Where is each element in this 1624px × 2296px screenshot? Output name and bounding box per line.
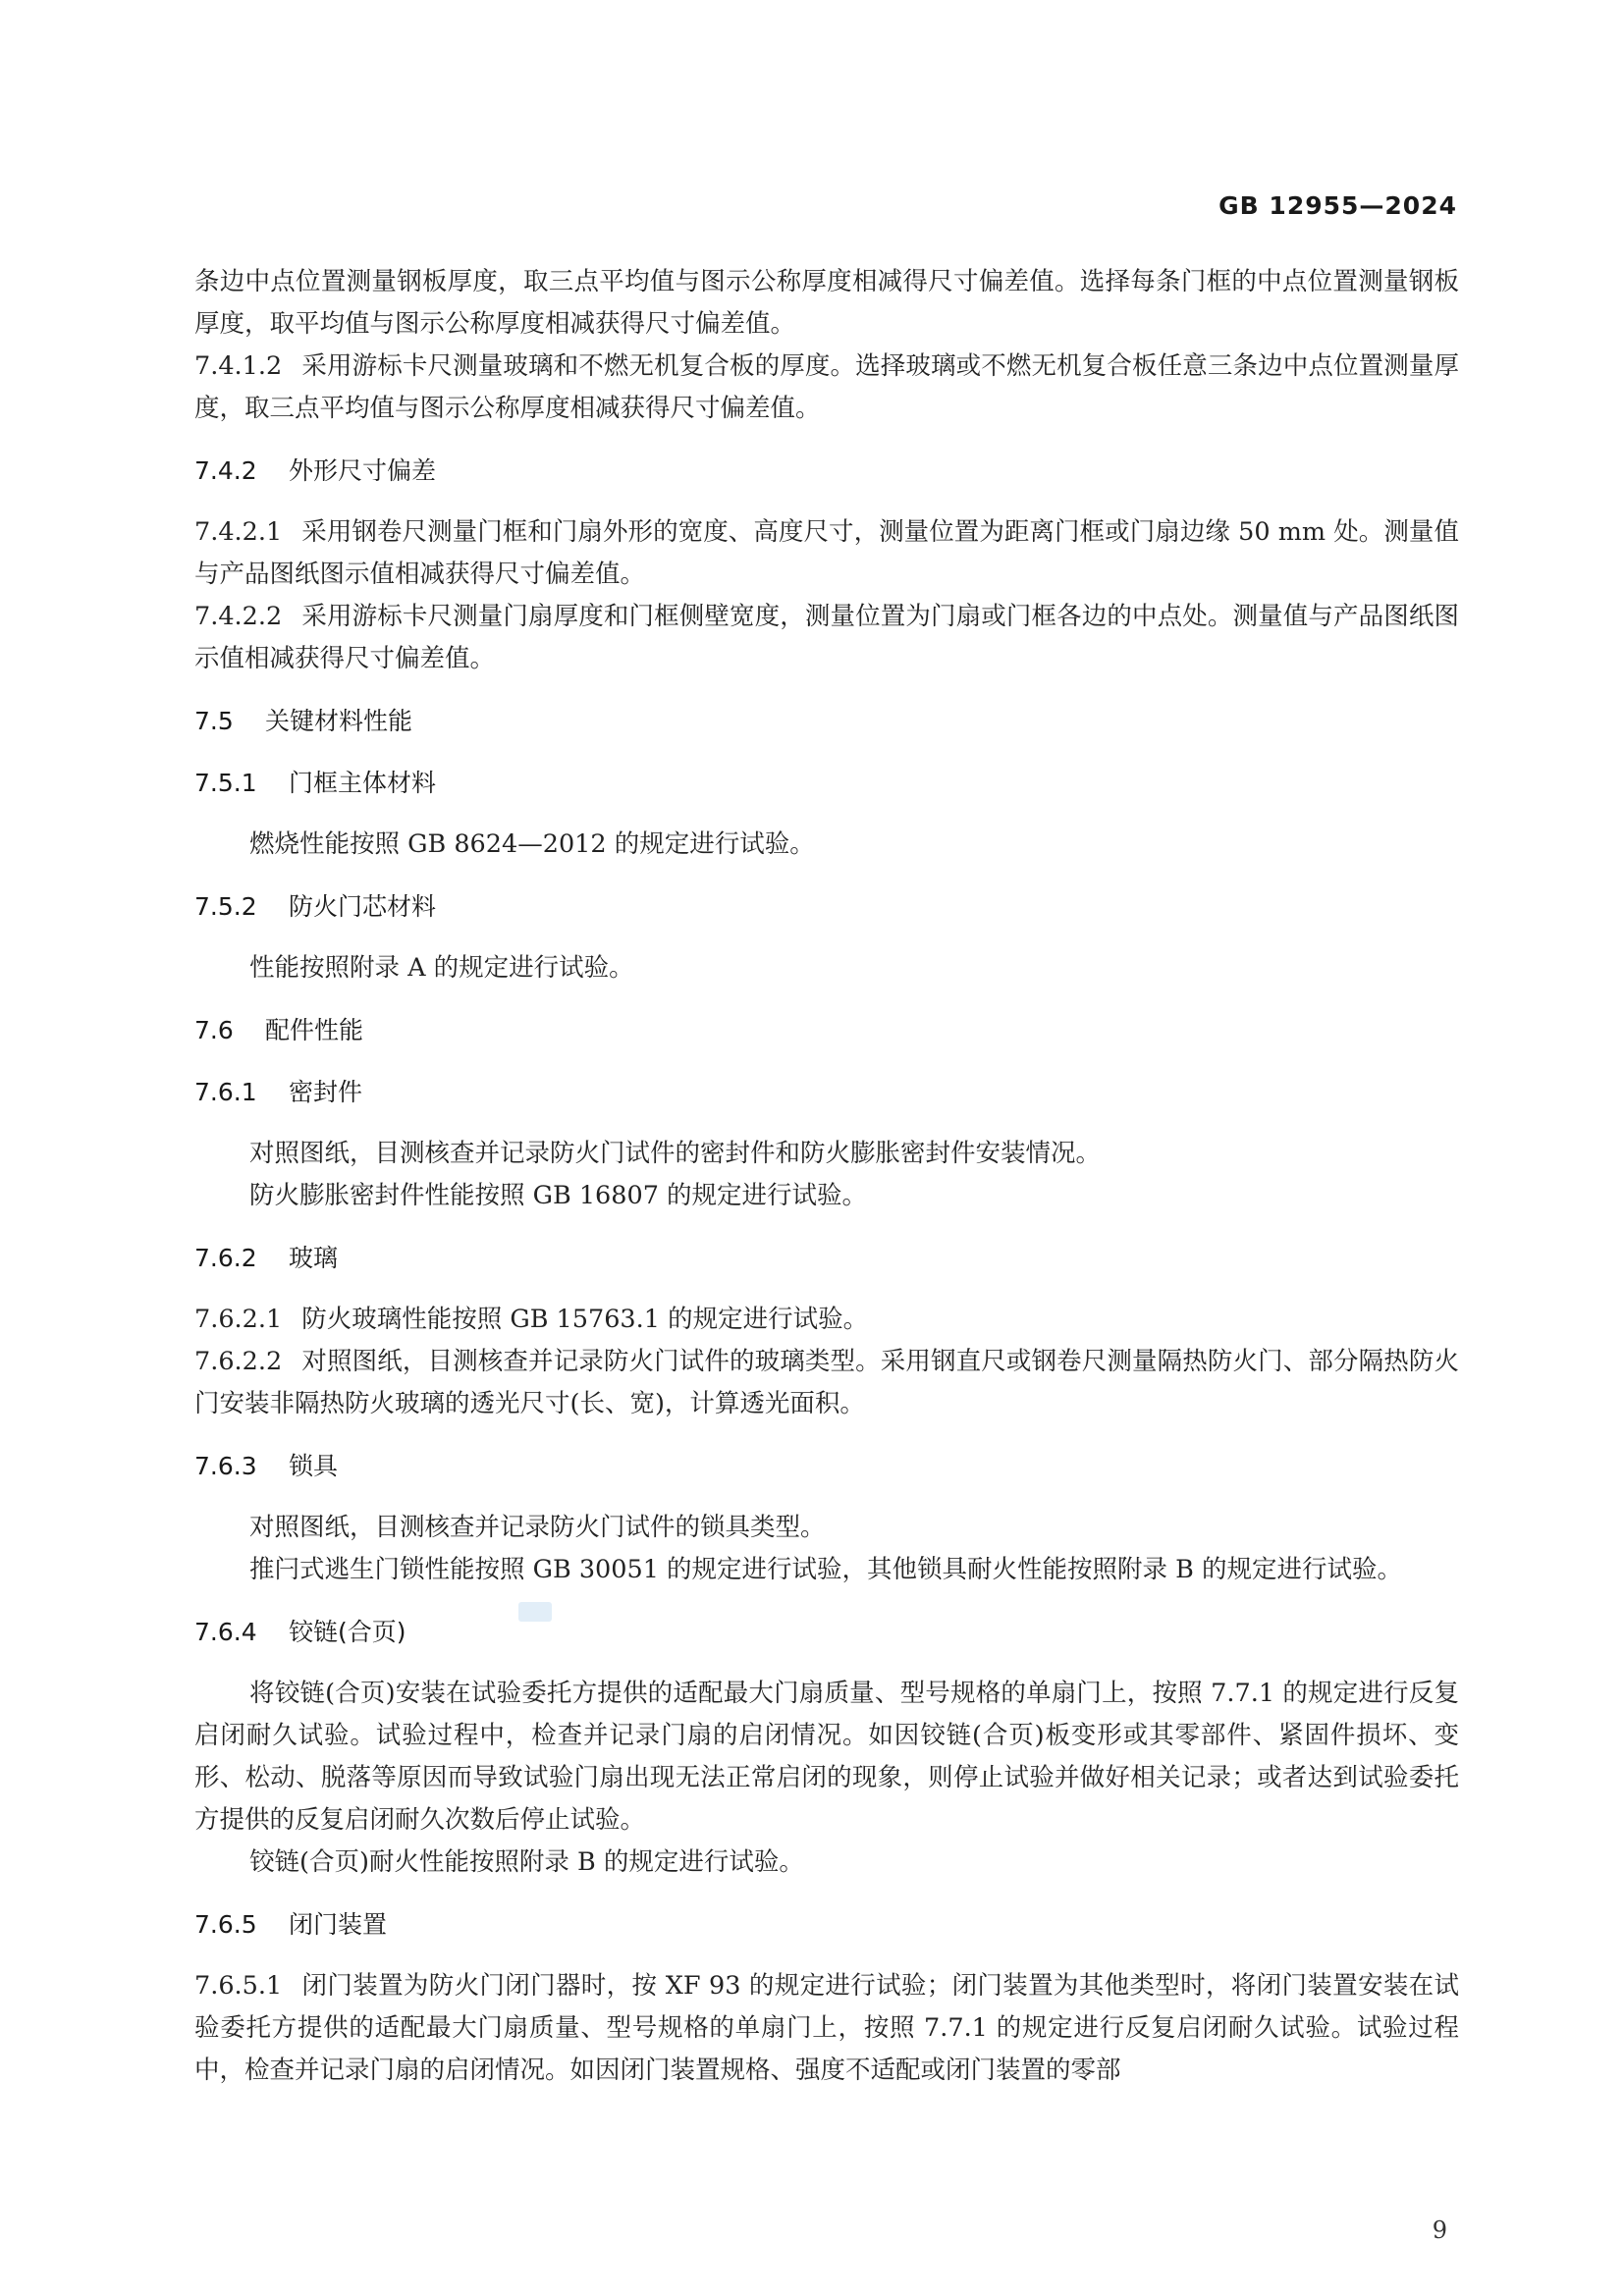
heading-7-5-2 — [194, 885, 1459, 928]
paragraph: 对照图纸，目测核查并记录防火门试件的锁具类型。 — [249, 1513, 826, 1542]
heading-title: 玻璃 — [289, 1244, 339, 1272]
clause-number: 7.6.5.1 — [194, 1971, 283, 2001]
clause-7-6-2-1 — [194, 1299, 1459, 1341]
heading-7-4-2 — [194, 450, 1459, 492]
heading-number: 7.6 — [194, 1016, 234, 1044]
clause-7-4-2-2 — [194, 596, 1459, 680]
paragraph: 对照图纸，目测核查并记录防火门试件的密封件和防火膨胀密封件安装情况。 — [249, 1139, 1102, 1168]
clause-number: 7.6.2.1 — [194, 1305, 283, 1334]
clause-text: 闭门装置为防火门闭门器时，按 XF 93 的规定进行试验；闭门装置为其他类型时，将闭门装置安装在试验委托方提供的适配最大门扇质量、型号规格的单扇门上，按照 7.7.1 的规定进行反复启闭耐久试验。试验过程中，检查并记录门扇的启闭情况。如因闭门装置规格、强度不适配或闭门装置的零部 — [194, 1971, 1459, 2085]
standard-code-header: GB 12955—2024 — [1218, 191, 1457, 220]
heading-7-6 — [194, 1009, 1459, 1051]
clause-7-6-5-1 — [194, 1965, 1459, 2092]
heading-number: 7.6.3 — [194, 1452, 257, 1480]
clause-7-4-1-2 — [194, 346, 1459, 430]
heading-number: 7.6.2 — [194, 1244, 257, 1272]
clause-number: 7.4.2.2 — [194, 602, 283, 631]
clause-text: 防火玻璃性能按照 GB 15763.1 的规定进行试验。 — [301, 1305, 869, 1334]
heading-title: 密封件 — [289, 1078, 363, 1106]
paragraph: 条边中点位置测量钢板厚度，取三点平均值与图示公称厚度相减得尺寸偏差值。选择每条门框的中点位置测量钢板厚度，取平均值与图示公称厚度相减获得尺寸偏差值。 — [194, 267, 1459, 339]
heading-number: 7.5 — [194, 707, 234, 735]
paragraph: 推闩式逃生门锁性能按照 GB 30051 的规定进行试验，其他锁具耐火性能按照附录 B 的规定进行试验。 — [249, 1555, 1402, 1584]
heading-title: 防火门芯材料 — [289, 892, 437, 921]
heading-title: 配件性能 — [265, 1016, 364, 1044]
heading-number: 7.5.1 — [194, 769, 257, 797]
page-number: 9 — [1432, 2216, 1447, 2244]
clause-number: 7.4.2.1 — [194, 517, 283, 547]
clause-text: 采用钢卷尺测量门框和门扇外形的宽度、高度尺寸，测量位置为距离门框或门扇边缘 50 mm 处。测量值与产品图纸图示值相减获得尺寸偏差值。 — [194, 517, 1459, 589]
heading-title: 铰链(合页) — [289, 1618, 406, 1646]
paragraph: 性能按照附录 A 的规定进行试验。 — [249, 953, 634, 983]
clause-number: 7.6.2.2 — [194, 1347, 283, 1376]
heading-number: 7.6.4 — [194, 1618, 257, 1646]
clause-text: 采用游标卡尺测量玻璃和不燃无机复合板的厚度。选择玻璃或不燃无机复合板任意三条边中点位置测量厚度，取三点平均值与图示公称厚度相减获得尺寸偏差值。 — [194, 351, 1459, 423]
clause-number: 7.4.1.2 — [194, 351, 283, 381]
heading-title: 关键材料性能 — [265, 707, 413, 735]
heading-7-6-4 — [194, 1611, 1459, 1653]
heading-title: 外形尺寸偏差 — [289, 456, 437, 485]
clause-text: 对照图纸，目测核查并记录防火门试件的玻璃类型。采用钢直尺或钢卷尺测量隔热防火门、部分隔热防火门安装非隔热防火玻璃的透光尺寸(长、宽)，计算透光面积。 — [194, 1347, 1459, 1418]
heading-number: 7.5.2 — [194, 892, 257, 921]
heading-number: 7.6.5 — [194, 1910, 257, 1939]
heading-7-6-5 — [194, 1903, 1459, 1946]
watermark-mark — [518, 1602, 552, 1622]
clause-7-4-2-1 — [194, 511, 1459, 596]
heading-number: 7.4.2 — [194, 456, 257, 485]
paragraph: 将铰链(合页)安装在试验委托方提供的适配最大门扇质量、型号规格的单扇门上，按照 7.7.1 的规定进行反复启闭耐久试验。试验过程中，检查并记录门扇的启闭情况。如因铰链(合页)板变形或其零部件、紧固件损坏、变形、松动、脱落等原因而导致试验门扇出现无法正常启闭的现象，则停止试验并做好相关记录；或者达到试验委托方提供的反复启闭耐久次数后停止试验。 — [194, 1679, 1459, 1835]
heading-7-5 — [194, 700, 1459, 742]
heading-7-6-1 — [194, 1071, 1459, 1113]
heading-7-6-2 — [194, 1237, 1459, 1279]
clause-text: 采用游标卡尺测量门扇厚度和门框侧壁宽度，测量位置为门扇或门框各边的中点处。测量值与产品图纸图示值相减获得尺寸偏差值。 — [194, 602, 1459, 673]
document-body — [194, 261, 1459, 2092]
heading-title: 锁具 — [289, 1452, 339, 1480]
clause-7-6-2-2 — [194, 1341, 1459, 1425]
heading-title: 门框主体材料 — [289, 769, 437, 797]
heading-7-6-3 — [194, 1445, 1459, 1487]
paragraph: 铰链(合页)耐火性能按照附录 B 的规定进行试验。 — [249, 1847, 804, 1877]
heading-title: 闭门装置 — [289, 1910, 388, 1939]
paragraph: 燃烧性能按照 GB 8624—2012 的规定进行试验。 — [249, 829, 815, 859]
heading-7-5-1 — [194, 762, 1459, 804]
paragraph: 防火膨胀密封件性能按照 GB 16807 的规定进行试验。 — [249, 1181, 868, 1210]
heading-number: 7.6.1 — [194, 1078, 257, 1106]
